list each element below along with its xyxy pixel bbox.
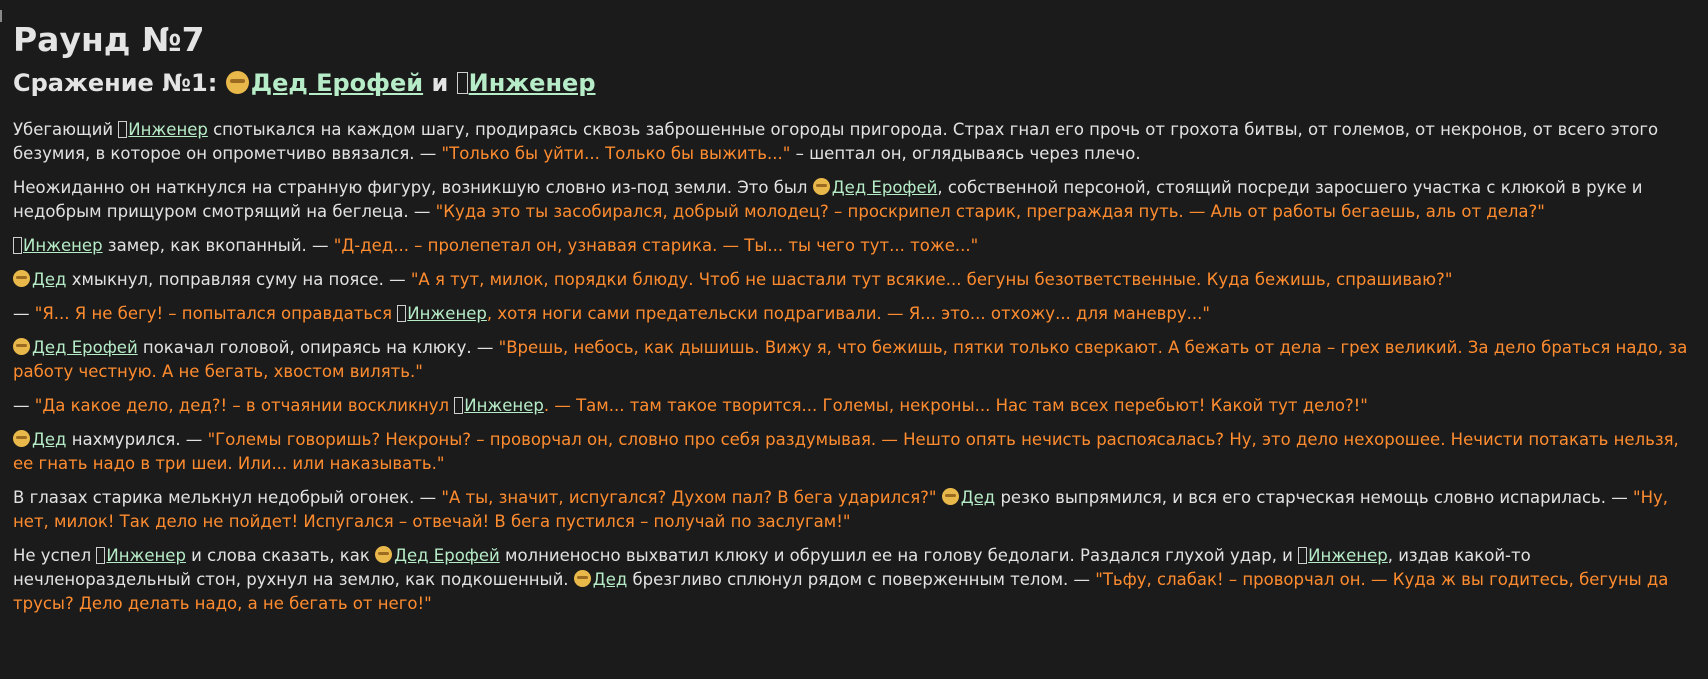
old-man-face-icon — [574, 570, 591, 587]
character-link-ded-erofey[interactable]: Дед Ерофей — [394, 545, 500, 565]
paragraph-2: Неожиданно он наткнулся на странную фигуру, возникшую словно из-под земли. Это был Дед Ерофей, собственной персоной, стоящий посреди заросшего участка с клюкой в руке и недобрым прищуром смотрящий на беглеца. — "Куда это ты засобирался, добрый молодец? – проскрипел старик, преграждая путь. — Аль от работы бегаешь, аль от дела?" — [13, 177, 1643, 221]
quote: . — Там... там такое творится... Големы, некроны... Нас там всех перебьют! Какой тут дело?!" — [543, 395, 1368, 415]
quote: "А я тут, милок, порядки блюду. Чтоб не шастали тут всякие... бегуны безответственные. Куда бежишь, спрашиваю?" — [410, 269, 1453, 289]
quote: "Големы говоришь? Некроны? – проворчал он, словно про себя раздумывая. — Нешто опять нечисть распоясалась? Ну, это дело нехорошее. Нечисти потакать нельзя, ее гнать надо в три шеи. Или... или наказывать." — [13, 429, 1679, 473]
paragraph-5: — "Я... Я не бегу! – попытался оправдаться Инженер, хотя ноги сами предательски подрагивали. — Я... это... отхожу... для маневру..." — [13, 303, 1210, 323]
battle-heading — [13, 68, 1696, 98]
old-man-face-icon — [375, 546, 392, 563]
character-link-engineer[interactable]: Инженер — [464, 395, 544, 415]
round-title: Раунд №7 — [13, 20, 205, 59]
old-man-face-icon — [13, 430, 30, 447]
quote: "Куда это ты засобирался, добрый молодец? – проскрипел старик, преграждая путь. — Аль от работы бегаешь, аль от дела?" — [435, 201, 1545, 221]
missing-glyph-icon — [118, 121, 127, 138]
quote: "Д-дед... – пролепетал он, узнавая старика. — Ты... ты чего тут... тоже..." — [333, 235, 979, 255]
quote: , хотя ноги сами предательски подрагивали. — Я... это... отхожу... для маневру..." — [486, 303, 1210, 323]
paragraph-10: Не успел Инженер и слова сказать, как Дед Ерофей молниеносно выхватил клюку и обрушил ее на голову бедолаги. Раздался глухой удар, и Инженер, издав какой-то нечленораздельный стон, рухнул на землю, как подкошенный. Дед брезгливо сплюнул рядом с поверженным телом. — "Тьфу, слабак! – проворчал он. — Куда ж вы годитесь, бегуны да трусы? Дело делать надо, а не бегать от него!" — [13, 545, 1669, 613]
battle-prefix: Сражение №1: — [13, 68, 218, 97]
old-man-face-icon — [13, 270, 30, 287]
character-link-ded[interactable]: Дед — [32, 429, 67, 449]
missing-glyph-icon — [96, 547, 105, 564]
character-link-engineer[interactable]: Инженер — [407, 303, 487, 323]
paragraph-6: Дед Ерофей покачал головой, опираясь на клюку. — "Врешь, небось, как дышишь. Вижу я, что бежишь, пятки только сверкают. А бежать от дела – грех великий. За дело браться надо, за работу честную. А не бегать, хвостом вилять." — [13, 337, 1688, 381]
missing-glyph-icon — [1298, 547, 1307, 564]
quote: "Ну, нет, милок! Так дело не пойдет! Испугался – отвечай! В бега пустился – получай по заслугам!" — [13, 487, 1669, 531]
paragraph-4: Дед хмыкнул, поправляя суму на поясе. — "А я тут, милок, порядки блюду. Чтоб не шастали тут всякие... бегуны безответственные. Куда бежишь, спрашиваю?" — [13, 268, 1696, 292]
character-link-engineer[interactable]: Инженер — [106, 545, 186, 565]
character-link-ded-erofey[interactable]: Дед Ерофей — [32, 337, 138, 357]
old-man-face-icon — [226, 71, 249, 94]
paragraph-8: Дед нахмурился. — "Големы говоришь? Некроны? – проворчал он, словно про себя раздумывая. — Нешто опять нечисть распоясалась? Ну, это дело нехорошее. Нечисти потакать нельзя, ее гнать надо в три шеи. Или... или наказывать." — [13, 429, 1679, 473]
character-link-engineer[interactable]: Инженер — [128, 119, 208, 139]
missing-glyph-icon — [13, 237, 22, 254]
character-link-ded-erofey[interactable]: Дед Ерофей — [250, 68, 424, 97]
missing-glyph-icon — [397, 305, 406, 322]
character-link-ded[interactable]: Дед — [592, 569, 628, 589]
character-link-engineer[interactable]: Инженер — [1308, 545, 1388, 565]
missing-glyph-icon — [457, 72, 468, 94]
character-link-ded[interactable]: Дед — [32, 269, 67, 289]
paragraph-3: Инженер замер, как вкопанный. — "Д-дед... – пролепетал он, узнавая старика. — Ты... ты чего тут... тоже..." — [13, 234, 1696, 258]
character-link-engineer[interactable]: Инженер — [468, 68, 596, 97]
character-link-ded[interactable]: Дед — [960, 487, 996, 507]
quote: "Да какое дело, дед?! – в отчаянии воскликнул — [34, 395, 455, 415]
old-man-face-icon — [813, 178, 830, 195]
paragraph-1: Убегающий Инженер спотыкался на каждом шагу, продираясь сквозь заброшенные огороды пригорода. Страх гнал его прочь от грохота битвы, от големов, от некронов, от всего этого безумия, в которое он опрометчиво ввязался. — "Только бы уйти... Только бы выжить..." – шептал он, оглядываясь через плечо. — [13, 119, 1659, 163]
window-edge-marker — [0, 10, 2, 22]
paragraph-9: В глазах старика мелькнул недобрый огонек. — "А ты, значит, испугался? Духом пал? В бега ударился?" Дед резко выпрямился, и вся его старческая немощь словно испарилась. — "Ну, нет, милок! Так дело не пойдет! Испугался – отвечай! В бега пустился – получай по заслугам!" — [13, 487, 1669, 531]
quote: "Тьфу, слабак! – проворчал он. — Куда ж вы годитесь, бегуны да трусы? Дело делать надо, а не бегать от него!" — [13, 569, 1669, 613]
missing-glyph-icon — [454, 397, 463, 414]
old-man-face-icon — [13, 338, 30, 355]
quote: "А ты, значит, испугался? Духом пал? В бега ударился?" — [441, 487, 937, 507]
quote: "Врешь, небось, как дышишь. Вижу я, что бежишь, пятки только сверкают. А бежать от дела – грех великий. За дело браться надо, за работу честную. А не бегать, хвостом вилять." — [13, 337, 1688, 381]
quote: "Я... Я не бегу! – попытался оправдаться — [34, 303, 398, 323]
character-link-engineer[interactable]: Инженер — [23, 235, 103, 255]
quote: "Только бы уйти... Только бы выжить..." — [441, 143, 791, 163]
battle-conjunction: и — [431, 68, 449, 97]
character-link-ded-erofey[interactable]: Дед Ерофей — [831, 177, 938, 197]
paragraph-7: — "Да какое дело, дед?! – в отчаянии воскликнул Инженер. — Там... там такое творится... Големы, некроны... Нас там всех перебьют! Какой тут дело?!" — [13, 395, 1368, 415]
old-man-face-icon — [942, 488, 959, 505]
